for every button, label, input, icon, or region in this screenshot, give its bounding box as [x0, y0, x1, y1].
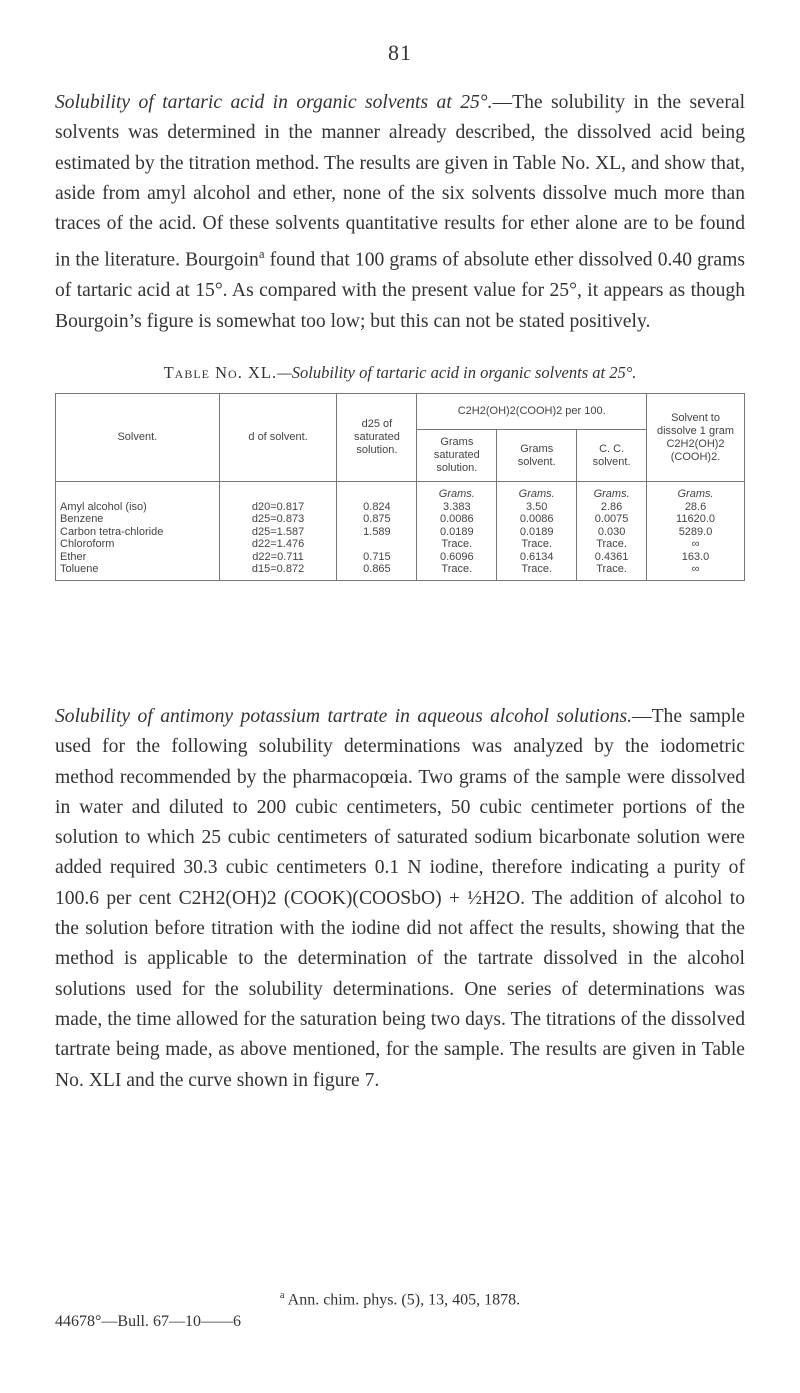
table-row	[56, 513, 745, 526]
cell-grams-saturated: 0.6096	[417, 551, 497, 564]
cell-density: d25=0.873	[219, 513, 337, 526]
paragraph-text: —The sample used for the following solubility determinations was analyzed by the iodometric method recommended by the pharmacopœia. Two grams of the sample were dissolved in water and diluted to 200 cubic centimeters, 50 cubic centimeter portions of the solution to which 25 cubic centimeters of saturated sodium bicarbonate solution were added required 30.3 cubic centimeters 0.1 N iodine, therefore indicating a purity of 100.6 per cent C2H2(OH)2 (COOK)(COOSbO) + ½H2O. The addition of alcohol to the solution before titration with the iodine did not affect the results, showing that the method is applicable to the determination of the tartrate dissolved in the alcohol solutions used for the solubility determinations. One series of determinations was made, the time allowed for the saturation being two days. The titrations of the dissolved tartrate being made, as above mentioned, for the sample. The results are given in Table No. XLI and the curve shown in figure 7.	[55, 706, 745, 1091]
cell-grams-solvent: 0.0189	[497, 526, 577, 539]
cell-density: d25=1.587	[219, 526, 337, 539]
cell-d25	[337, 538, 417, 551]
cell-solvent-to-dissolve: 163.0	[647, 551, 745, 564]
header-cc-solvent: C. C. solvent.	[577, 430, 647, 482]
cell-grams-solvent: 0.6134	[497, 551, 577, 564]
table-caption-title: —Solubility of tartaric acid in organic solvents at 25°.	[277, 363, 637, 382]
cell-solvent: Toluene	[56, 563, 220, 580]
cell-d25: 1.589	[337, 526, 417, 539]
paragraph-antimony-solubility	[55, 702, 745, 1096]
unit-cell: Grams.	[647, 482, 745, 501]
cell-solvent: Benzene	[56, 513, 220, 526]
cell-grams-solvent: Trace.	[497, 538, 577, 551]
cell-solvent-to-dissolve: 11620.0	[647, 513, 745, 526]
paragraph-text-b: found that 100 grams of absolute ether dissolved 0.40 grams of tartaric acid at 15°. As compared with the present value for 25°, it appears as though Bourgoin’s figure is somewhat too low; but this can not be stated positively.	[55, 250, 745, 332]
table-row	[56, 551, 745, 564]
cell-solvent-to-dissolve: 5289.0	[647, 526, 745, 539]
unit-cell: Grams.	[497, 482, 577, 501]
cell-solvent: Ether	[56, 551, 220, 564]
paragraph-title: Solubility of tartaric acid in organic solvents at 25°.	[55, 92, 493, 113]
header-solvent: Solvent.	[56, 394, 220, 482]
header-d25: d25 of saturated solution.	[337, 394, 417, 482]
cell-solvent-to-dissolve: ∞	[647, 538, 745, 551]
cell-density: d22=0.711	[219, 551, 337, 564]
cell-d25: 0.875	[337, 513, 417, 526]
cell-solvent: Carbon tetra-chloride	[56, 526, 220, 539]
cell-cc-solvent: Trace.	[577, 538, 647, 551]
header-grams-saturated: Grams saturated solution.	[417, 430, 497, 482]
header-density: d of solvent.	[219, 394, 337, 482]
cell-solvent: Chloroform	[56, 538, 220, 551]
cell-grams-solvent: 0.0086	[497, 513, 577, 526]
cell-d25: 0.865	[337, 563, 417, 580]
table-row	[56, 563, 745, 580]
footnote	[55, 1290, 745, 1309]
cell-grams-saturated: 0.0189	[417, 526, 497, 539]
header-grams-solvent: Grams solvent.	[497, 430, 577, 482]
unit-cell: Grams.	[577, 482, 647, 501]
table-caption-label: Table No. XL.	[163, 363, 278, 382]
cell-cc-solvent: 0.0075	[577, 513, 647, 526]
table-caption	[55, 363, 745, 383]
cell-d25: 0.715	[337, 551, 417, 564]
header-group-per-100: C2H2(OH)2(COOH)2 per 100.	[417, 394, 647, 430]
unit-cell: Grams.	[417, 482, 497, 501]
cell-cc-solvent: Trace.	[577, 563, 647, 580]
cell-solvent-to-dissolve: ∞	[647, 563, 745, 580]
footnote-marker: a	[258, 247, 265, 262]
table-row	[56, 538, 745, 551]
cell-solvent: Amyl alcohol (iso)	[56, 501, 220, 514]
cell-cc-solvent: 0.030	[577, 526, 647, 539]
cell-density: d15=0.872	[219, 563, 337, 580]
footnote-marker: a	[279, 1290, 285, 1301]
footnote-text: Ann. chim. phys. (5), 13, 405, 1878.	[284, 1291, 521, 1309]
paragraph-tartaric-solubility	[55, 88, 745, 337]
cell-grams-solvent: 3.50	[497, 501, 577, 514]
cell-grams-saturated: 0.0086	[417, 513, 497, 526]
solubility-table	[55, 393, 745, 581]
cell-cc-solvent: 2.86	[577, 501, 647, 514]
page-number: 81	[388, 40, 412, 65]
cell-d25: 0.824	[337, 501, 417, 514]
cell-grams-solvent: Trace.	[497, 563, 577, 580]
printer-line: 44678°—Bull. 67—10——6	[55, 1313, 241, 1330]
paragraph-title: Solubility of antimony potassium tartrate in aqueous alcohol solutions.	[55, 706, 632, 727]
cell-cc-solvent: 0.4361	[577, 551, 647, 564]
cell-density: d20=0.817	[219, 501, 337, 514]
paragraph-text-a: —The solubility in the several solvents was determined in the manner already described, the dissolved acid being estimated by the titration method. The results are given in Table No. XL, and show that, aside from amyl alcohol and ether, none of the six solvents dissolve much more than traces of the acid. Of these solvents quantitative results for ether alone are to be found in the literature. Bourgoin	[55, 92, 746, 272]
units-row	[56, 482, 745, 501]
table-row	[56, 501, 745, 514]
cell-grams-saturated: Trace.	[417, 563, 497, 580]
cell-solvent-to-dissolve: 28.6	[647, 501, 745, 514]
cell-grams-saturated: 3.383	[417, 501, 497, 514]
header-solvent-to-dissolve: Solvent to dissolve 1 gram C2H2(OH)2 (COOH)2.	[647, 394, 745, 482]
table-row	[56, 526, 745, 539]
cell-density: d22=1.476	[219, 538, 337, 551]
cell-grams-saturated: Trace.	[417, 538, 497, 551]
